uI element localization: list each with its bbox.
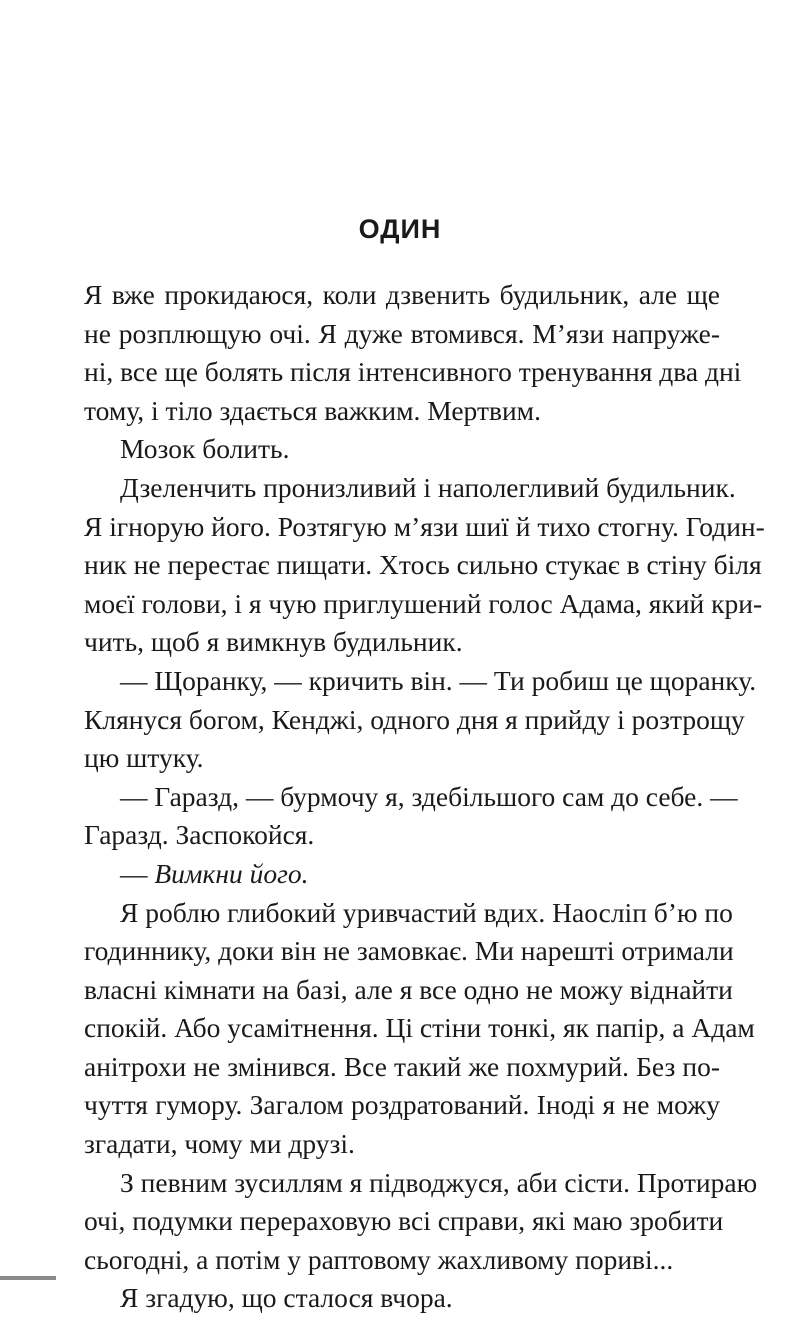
- text-line: чуття гумору. Загалом роздратований. Іноді я не можу: [84, 1089, 720, 1121]
- chapter-body: [84, 276, 765, 1318]
- text-line: Я згадую, що сталося вчора.: [120, 1282, 453, 1314]
- text-line: Клянуся богом, Кенджі, одного дня я прийду і розтрощу: [84, 703, 745, 735]
- text-line: анітрохи не змінився. Все такий же похмурий. Без по-: [84, 1050, 720, 1082]
- text-line: цю штуку.: [84, 742, 204, 774]
- text-line: З певним зусиллям я підводжуся, аби сісти. Протираю: [120, 1166, 758, 1198]
- text-line: Мозок болить.: [120, 433, 290, 465]
- text-line: Я роблю глибокий уривчастий вдих. Наосліп б’ю по: [120, 896, 733, 928]
- italic-text: Вимкни його.: [154, 857, 309, 889]
- dash: —: [120, 857, 155, 889]
- text-line: Я ігнорую його. Розтягую м’язи шиї й тихо стогну. Годин-: [84, 510, 765, 542]
- text-line: Гаразд. Заспокойся.: [84, 819, 315, 851]
- chapter-title: ОДИН: [358, 214, 442, 244]
- text-line: чить, щоб я вимкнув будильник.: [84, 626, 463, 658]
- text-line: моєї голови, і я чую приглушений голос Адама, який кри-: [84, 587, 763, 619]
- text-line: спокій. Або усамітнення. Ці стіни тонкі, як папір, а Адам: [84, 1012, 755, 1044]
- paragraph: [84, 430, 720, 469]
- text-line: годиннику, доки він не замовкає. Ми нарешті отримали: [84, 935, 734, 967]
- paragraph: [84, 894, 755, 1164]
- text-line: — Щоранку, — кричить він. — Ти робиш це щоранку.: [120, 664, 757, 696]
- paragraph: [84, 855, 720, 894]
- text-line: ник не перестає пищати. Хтось сильно стукає в стіну біля: [84, 549, 762, 581]
- text-line: Дзеленчить пронизливий і наполегливий будильник.: [120, 471, 736, 503]
- paragraph: [84, 1164, 758, 1280]
- text-line: згадати, чому ми друзі.: [84, 1128, 355, 1160]
- text-line: — Гаразд, — бурмочу я, здебільшого сам до себе. —: [120, 780, 738, 812]
- page-edge-mark: [0, 1276, 56, 1280]
- text-line: сьогодні, а потім у раптовому жахливому пориві...: [84, 1243, 674, 1275]
- paragraph: [84, 662, 757, 778]
- text-line: ні, все ще болять після інтенсивного тренування два дні: [84, 356, 742, 388]
- paragraph: [84, 469, 765, 662]
- text-line: Я вже прокидаюся, коли дзвенить будильник, але ще: [84, 279, 720, 310]
- text-line: власні кімнати на базі, але я все одно не можу віднайти: [84, 973, 733, 1005]
- text-line: тому, і тіло здається важким. Мертвим.: [84, 394, 541, 426]
- text-line: [84, 855, 720, 894]
- text-line: очі, подумки перераховую всі справи, які маю зробити: [84, 1205, 724, 1237]
- paragraph: [84, 778, 738, 855]
- text-line: не розплющую очі. Я дуже втомився. М’язи напруже-: [84, 317, 720, 349]
- paragraph: [84, 276, 742, 430]
- paragraph: [84, 1279, 720, 1318]
